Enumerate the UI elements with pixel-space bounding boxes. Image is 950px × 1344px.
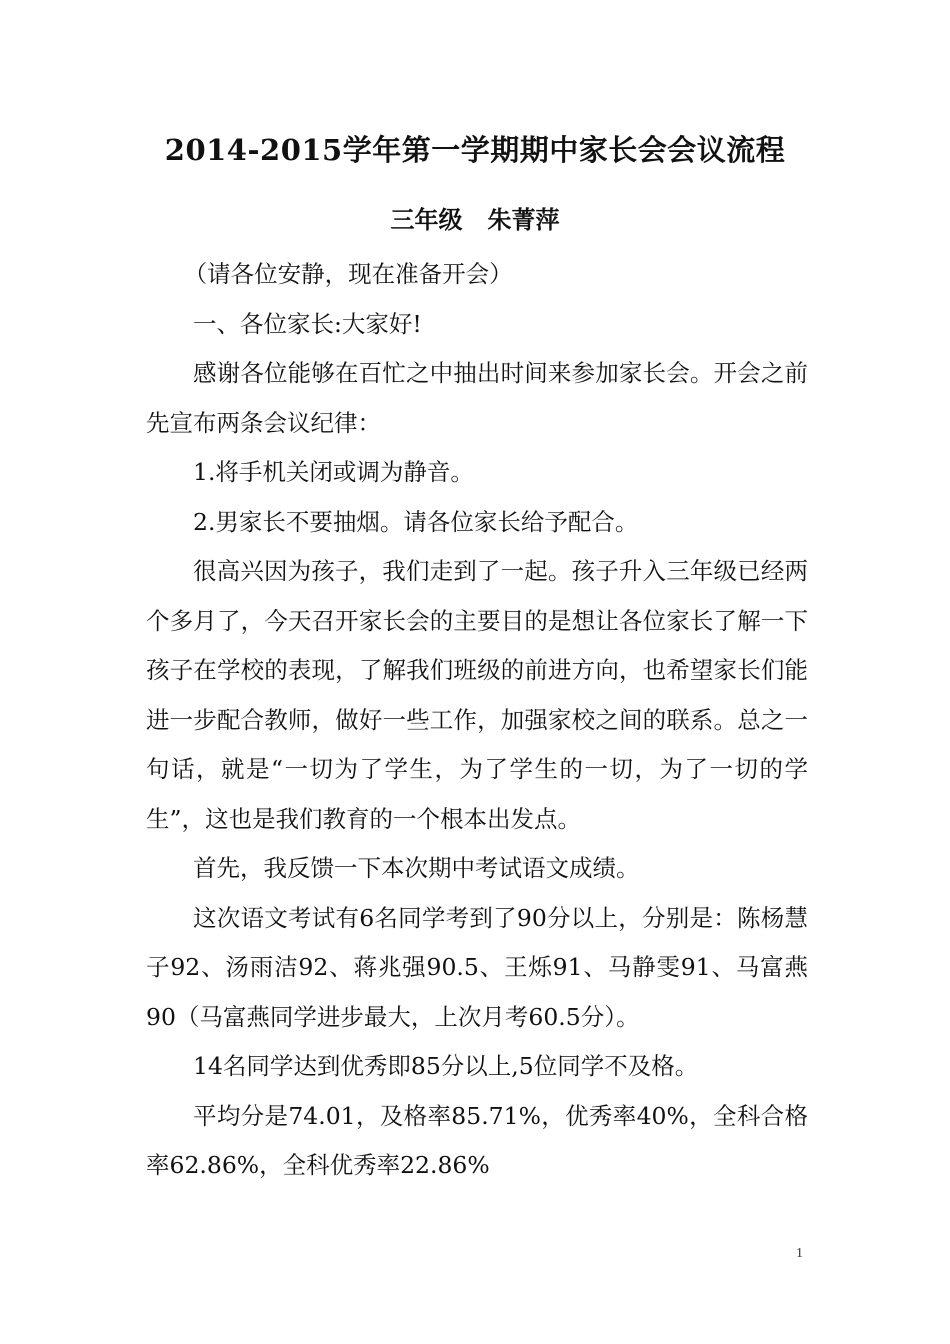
paragraph-excellent-count: 14名同学达到优秀即85分以上,5位同学不及格。: [193, 1052, 699, 1080]
paragraph-purpose: 很高兴因为孩子，我们走到了一起。孩子升入三年级已经两个多月了，今天召开家长会的主要目的是想让各位家长了解一下孩子在学校的表现，了解我们班级的前进方向，也希望家长们能进一步配合教师，做好一些工作，加强家校之间的联系。总之一句话，就是“一切为了学生，为了学生的一切，为了一切的学生”，这也是我们教育的一个根本出发点。: [146, 557, 808, 833]
paragraph-opening-note: （请各位安静，现在准备开会）: [183, 260, 513, 288]
paragraph-rule-1: 1.将手机关闭或调为静音。: [193, 458, 474, 486]
paragraph-top-students: 这次语文考试有6名同学考到了90分以上，分别是：陈杨慧子92、汤雨洁92、蒋兆强90.5、王烁91、马静雯91、马富燕90（马富燕同学进步最大，上次月考60.5分）。: [146, 903, 808, 1031]
paragraph-feedback-intro: 首先，我反馈一下本次期中考试语文成绩。: [193, 854, 640, 882]
paragraph-rule-2: 2.男家长不要抽烟。请各位家长给予配合。: [193, 507, 639, 536]
document-subtitle: 三年级 朱菁萍: [390, 205, 560, 234]
paragraph-greeting: 一、各位家长:大家好!: [193, 309, 422, 338]
document-title: 2014-2015学年第一学期期中家长会会议流程: [164, 133, 786, 167]
paragraph-statistics: 平均分是74.01，及格率85.71%，优秀率40%，全科合格率62.86%，全科优秀率22.86%: [146, 1101, 808, 1179]
document-body: [146, 250, 808, 1191]
page-number: 1: [796, 1246, 803, 1261]
paragraph-thanks: 感谢各位能够在百忙之中抽出时间来参加家长会。开会之前先宣布两条会议纪律：: [146, 359, 808, 437]
